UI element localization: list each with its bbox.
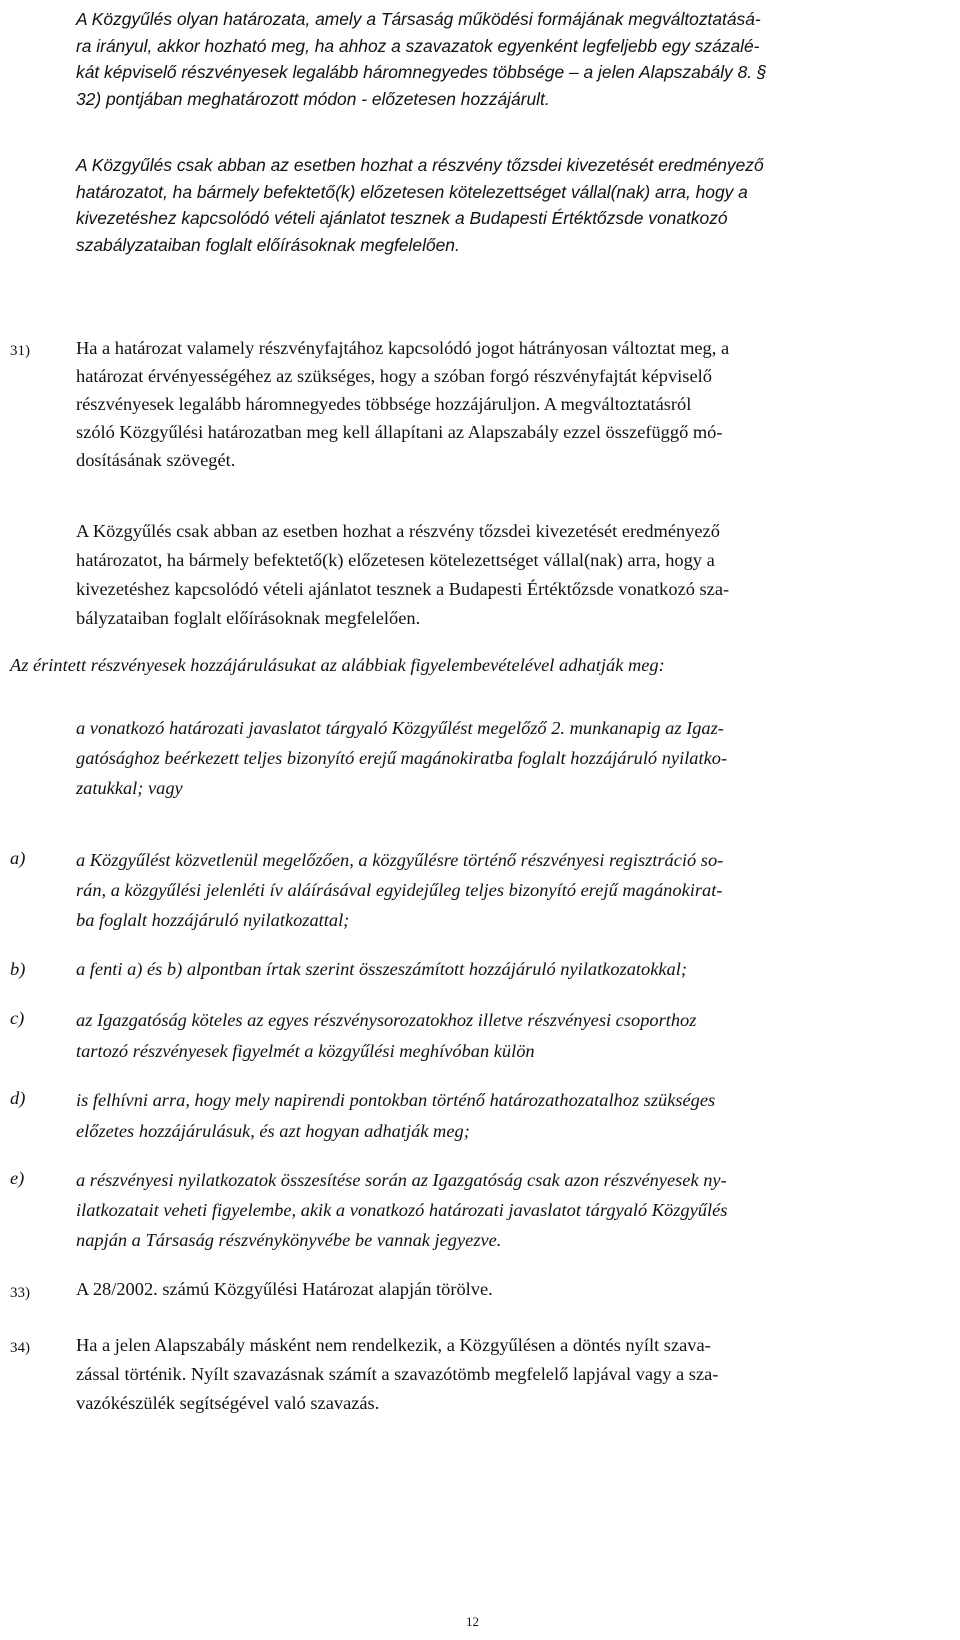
item-e-label: e) (10, 1168, 25, 1188)
paragraph-3-line: határozatot, ha bármely befektető(k) előzetesen kötelezettséget vállal(nak) arra, hogy a (76, 550, 715, 570)
paragraph-2-line: szabályzataiban foglalt előírásoknak megfelelően. (76, 234, 460, 255)
item-c-text (76, 1005, 918, 1067)
paragraph-2 (76, 152, 918, 258)
item-e-line: a részvényesi nyilatkozatok összesítése során az Igazgatóság csak azon részvényesek ny- (76, 1170, 727, 1190)
paragraph-4 (76, 713, 918, 803)
item-b-label: b) (10, 959, 26, 979)
paragraph-2-line: kivezetéshez kapcsolódó vételi ajánlatot tesznek a Budapesti Értéktőzsde vonatkozó (76, 208, 728, 228)
item-31-line: határozat érvényességéhez az szükséges, hogy a szóban forgó részvényfajtát képviselő (76, 366, 712, 386)
item-e-text (76, 1165, 918, 1255)
item-31-line: Ha a határozat valamely részvényfajtához kapcsolódó jogot hátrányosan változtat meg, a (76, 338, 730, 358)
item-34-number: 34) (10, 1340, 30, 1356)
item-a-line: rán, a közgyűlési jelenléti ív aláírásával egyidejűleg teljes bizonyító erejű magánokirat- (76, 880, 723, 900)
item-c-label: c) (10, 1008, 25, 1028)
item-31-number: 31) (10, 343, 30, 359)
item-a-line: ba foglalt hozzájáruló nyilatkozattal; (76, 910, 350, 930)
paragraph-3-line: kivezetéshez kapcsolódó vételi ajánlatot tesznek a Budapesti Értéktőzsde vonatkozó sza- (76, 579, 730, 599)
item-c-line: tartozó részvényesek figyelmét a közgyűlési meghívóban külön (76, 1041, 535, 1061)
paragraph-2-line: A Közgyűlés csak abban az esetben hozhat a részvény tőzsdei kivezetését eredményező (76, 155, 764, 175)
item-d-label: d) (10, 1088, 26, 1108)
item-e-line: ilatkozatait veheti figyelembe, akik a vonatkozó határozati javaslatot tárgyaló Közgyűlés (76, 1200, 728, 1220)
paragraph-4-line: zatukkal; vagy (76, 778, 183, 798)
item-b-line: a fenti a) és b) alpontban írtak szerint összeszámított hozzájáruló nyilatkozatokkal; (76, 959, 687, 979)
item-31-line: szóló Közgyűlési határozatban meg kell állapítani az Alapszabály ezzel összefüggő mó- (76, 422, 723, 442)
paragraph-4-line: a vonatkozó határozati javaslatot tárgyaló Közgyűlést megelőző 2. munkanapig az Igaz- (76, 718, 724, 738)
item-d-line: előzetes hozzájárulásuk, és azt hogyan adhatják meg; (76, 1121, 470, 1141)
item-33-number: 33) (10, 1285, 30, 1301)
item-34-text (76, 1331, 918, 1418)
item-31-line: dosításának szövegét. (76, 450, 236, 470)
paragraph-3-line: A Közgyűlés csak abban az esetben hozhat a részvény tőzsdei kivezetését eredményező (76, 521, 720, 541)
page-number: 12 (466, 1614, 479, 1629)
item-e-line: napján a Társaság részvénykönyvébe be vannak jegyezve. (76, 1230, 502, 1250)
item-33-text: A 28/2002. számú Közgyűlési Határozat alapján törölve. (76, 1279, 493, 1299)
paragraph-1-line: ra irányul, akkor hozható meg, ha ahhoz a szavazatok egyenként legfeljebb egy százalé- (76, 35, 760, 56)
item-b-text (76, 956, 918, 983)
item-34-line: Ha a jelen Alapszabály másként nem rendelkezik, a Közgyűlésen a döntés nyílt szava- (76, 1335, 711, 1355)
item-a-line: a Közgyűlést közvetlenül megelőzően, a közgyűlésre történő részvényesi regisztráció so- (76, 850, 724, 870)
paragraph-1-line: 32) pontjában meghatározott módon - előzetesen hozzájárult. (76, 88, 550, 109)
paragraph-3 (76, 517, 918, 633)
paragraph-1 (76, 6, 918, 112)
item-31-line: részvényesek legalább háromnegyedes többsége hozzájáruljon. A megváltoztatásról (76, 394, 692, 414)
consent-intro: Az érintett részvényesek hozzájárulásukat az alábbiak figyelembevételével adhatják meg: (10, 655, 665, 675)
paragraph-2-line: határozatot, ha bármely befektető(k) előzetesen kötelezettséget vállal(nak) arra, hogy a (76, 181, 748, 202)
paragraph-4-line: gatósághoz beérkezett teljes bizonyító erejű magánokiratba foglalt hozzájáruló nyilatko- (76, 748, 728, 768)
item-d-line: is felhívni arra, hogy mely napirendi pontokban történő határozathozatalhoz szükséges (76, 1090, 716, 1110)
item-a-text (76, 845, 918, 935)
paragraph-1-line: kát képviselő részvényesek legalább háromnegyedes többsége – a jelen Alapszabály 8. § (76, 62, 767, 82)
paragraph-3-line: bályzataiban foglalt előírásoknak megfelelően. (76, 608, 421, 628)
item-34-line: zással történik. Nyílt szavazásnak számít a szavazótömb megfelelő lapjával vagy a sza- (76, 1364, 719, 1384)
item-34-line: vazókészülék segítségével való szavazás. (76, 1393, 380, 1413)
item-d-text (76, 1085, 918, 1147)
item-c-line: az Igazgatóság köteles az egyes részvénysorozatokhoz illetve részvényesi csoporthoz (76, 1010, 697, 1030)
paragraph-1-line: A Közgyűlés olyan határozata, amely a Társaság működési formájának megváltoztatásá- (76, 9, 761, 29)
item-a-label: a) (10, 848, 26, 868)
item-31-text (76, 334, 918, 474)
